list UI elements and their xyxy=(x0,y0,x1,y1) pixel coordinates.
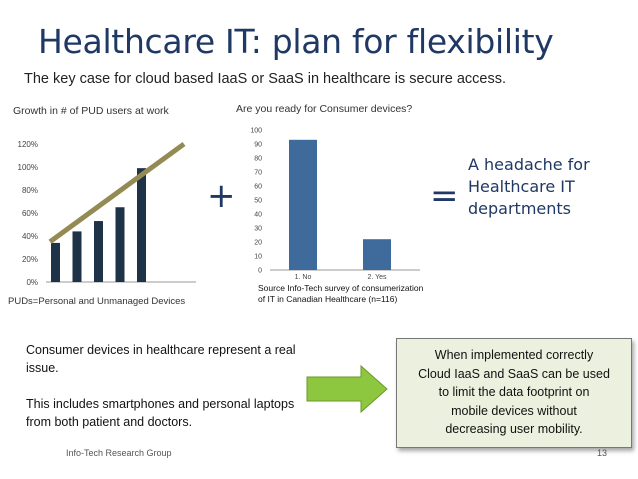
outcome-text xyxy=(468,154,618,220)
outcome-line: departments xyxy=(468,199,571,218)
plus-symbol: + xyxy=(207,176,236,216)
bar xyxy=(137,168,146,282)
y-tick-label: 40 xyxy=(254,211,262,219)
bar xyxy=(51,243,60,282)
y-tick-label: 20 xyxy=(254,239,262,247)
y-tick-label: 70 xyxy=(254,169,262,177)
right-arrow-icon xyxy=(305,363,389,415)
page-number: 13 xyxy=(597,448,608,458)
callout-line: Cloud IaaS and SaaS can be used xyxy=(418,366,610,381)
y-tick-label: 120% xyxy=(17,140,38,149)
chart2-svg xyxy=(230,118,430,283)
callout-line: decreasing user mobility. xyxy=(445,422,583,436)
y-tick-label: 0 xyxy=(258,267,262,275)
callout-line: When implemented correctly xyxy=(434,348,594,362)
chart1-note: PUDs=Personal and Unmanaged Devices xyxy=(8,296,186,307)
y-tick-label: 60% xyxy=(21,209,38,218)
outcome-line: Healthcare IT xyxy=(468,177,575,196)
bar xyxy=(94,221,103,282)
bar xyxy=(363,239,391,270)
y-tick-label: 20% xyxy=(21,255,38,264)
equals-symbol: = xyxy=(430,176,459,216)
y-tick-label: 10 xyxy=(254,253,262,261)
slide-title: Healthcare IT: plan for flexibility xyxy=(38,22,554,61)
bar xyxy=(289,140,317,270)
y-tick-label: 90 xyxy=(254,141,262,149)
slide-subtitle: The key case for cloud based IaaS or SaaS in healthcare is secure access. xyxy=(24,71,506,87)
outcome-line: A headache for xyxy=(468,155,590,174)
chart2-source-line1: Source Info-Tech survey of consumerization xyxy=(258,283,424,293)
chart2-source-line2: of IT in Canadian Healthcare (n=116) xyxy=(258,294,398,304)
y-tick-label: 60 xyxy=(254,183,262,191)
x-tick-label: 2. Yes xyxy=(367,274,387,281)
callout-line: mobile devices without xyxy=(451,403,577,418)
chart1-svg xyxy=(0,130,200,295)
x-tick-label: 1. No xyxy=(294,274,312,281)
paragraph: This includes smartphones and personal laptops from both patient and doctors. xyxy=(26,397,295,429)
callout-box xyxy=(396,338,632,448)
y-tick-label: 80 xyxy=(254,155,262,163)
bar xyxy=(73,231,82,282)
chart1-title: Growth in # of PUD users at work xyxy=(13,105,169,117)
y-tick-label: 40% xyxy=(21,232,38,241)
chart2-title: Are you ready for Consumer devices? xyxy=(236,103,413,115)
y-tick-label: 50 xyxy=(254,197,262,205)
callout-line: to limit the data footprint on xyxy=(438,385,590,399)
y-tick-label: 80% xyxy=(21,186,38,195)
y-tick-label: 0% xyxy=(26,278,38,287)
paragraph: Consumer devices in healthcare represent a real issue. xyxy=(26,343,296,375)
y-tick-label: 100 xyxy=(250,127,262,135)
footer-text: Info-Tech Research Group xyxy=(66,448,172,458)
consumer-devices-text xyxy=(26,341,306,431)
bar xyxy=(116,207,125,282)
y-tick-label: 30 xyxy=(254,225,262,233)
y-tick-label: 100% xyxy=(17,163,38,172)
